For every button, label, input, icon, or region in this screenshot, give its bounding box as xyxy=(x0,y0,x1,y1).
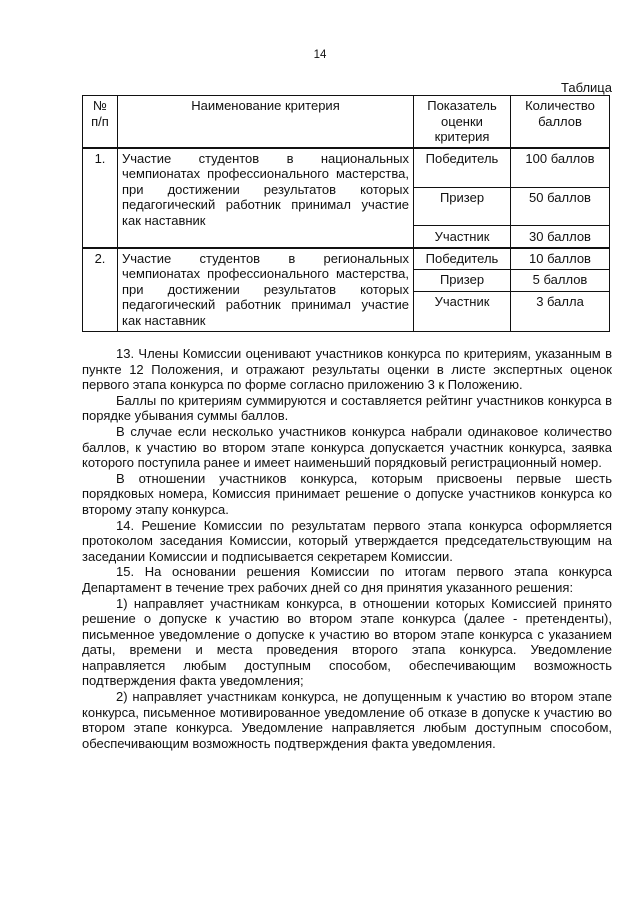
table-caption: Таблица xyxy=(561,80,612,95)
criterion-name: Участие студентов в национальных чемпионатах профессионального мастерства, при достижении результатов которых педагогический работник принимал участие как наставник xyxy=(118,148,414,248)
indicator-cell: Участник xyxy=(414,226,511,248)
row-number: 1. xyxy=(83,148,118,248)
table-row xyxy=(83,248,610,270)
points-cell: 10 баллов xyxy=(511,248,610,270)
paragraph: 15. На основании решения Комиссии по итогам первого этапа конкурса Департамент в течение трех рабочих дней со дня принятия указанного решения: xyxy=(82,564,612,595)
indicator-cell: Победитель xyxy=(414,148,511,188)
points-cell: 100 баллов xyxy=(511,148,610,188)
indicator-cell: Участник xyxy=(414,292,511,332)
paragraph: В случае если несколько участников конкурса набрали одинаковое количество баллов, к участию во втором этапе конкурса допускается участник конкурса, заявка которого поступила ранее и имеет наименьший порядковый регистрационный номер. xyxy=(82,423,612,471)
header-name: Наименование критерия xyxy=(118,96,414,148)
body-text xyxy=(82,346,612,751)
header-points: Количество баллов xyxy=(511,96,610,148)
paragraph: 2) направляет участникам конкурса, не допущенным к участию во втором этапе конкурса, письменное мотивированное уведомление об отказе в допуске к участию во втором этапе конкурса. Уведомление направляется любым доступным способом, обеспечивающим возможность подтверждения факта уведомления. xyxy=(82,689,612,751)
header-num: № п/п xyxy=(83,96,118,148)
paragraph: Баллы по критериям суммируются и составляется рейтинг участников конкурса в порядке убывания суммы баллов. xyxy=(82,392,612,424)
indicator-cell: Победитель xyxy=(414,248,511,270)
points-cell: 30 баллов xyxy=(511,226,610,248)
paragraph: 1) направляет участникам конкурса, в отношении которых Комиссией принято решение о допуске к участию во втором этапе конкурса (далее - претенденты), письменное уведомление о допуске к участию во втором этапе конкурса с указанием даты, времени и места проведения второго этапа конкурса. Уведомление направляется любым доступным способом, обеспечивающим возможность подтверждения факта уведомления; xyxy=(82,595,612,689)
paragraph: В отношении участников конкурса, которым присвоены первые шесть порядковых номера, Комиссия принимает решение о допуске участников конкурса ко второму этапу конкурса. xyxy=(82,470,612,517)
paragraph: 13. Члены Комиссии оценивают участников конкурса по критериям, указанным в пункте 12 Положения, и отражают результаты оценки в листе экспертных оценок первого этапа конкурса по форме согласно приложению 3 к Положению. xyxy=(82,346,612,393)
page-number: 14 xyxy=(313,49,327,61)
points-cell: 3 балла xyxy=(511,292,610,332)
criteria-table xyxy=(82,95,610,332)
header-indicator: Показатель оценки критерия xyxy=(414,96,511,148)
table-header-row xyxy=(83,96,610,148)
row-number: 2. xyxy=(83,248,118,332)
indicator-cell: Призер xyxy=(414,270,511,292)
points-cell: 50 баллов xyxy=(511,188,610,226)
criterion-name: Участие студентов в региональных чемпионатах профессионального мастерства, при достижении результатов которых педагогический работник принимал участие как наставник xyxy=(118,248,414,332)
points-cell: 5 баллов xyxy=(511,270,610,292)
paragraph: 14. Решение Комиссии по результатам первого этапа конкурса оформляется протоколом заседания Комиссии, который утверждается председательствующим на заседании Комиссии и подписывается секретарем Комиссии. xyxy=(82,517,612,564)
indicator-cell: Призер xyxy=(414,188,511,226)
table-row xyxy=(83,148,610,188)
